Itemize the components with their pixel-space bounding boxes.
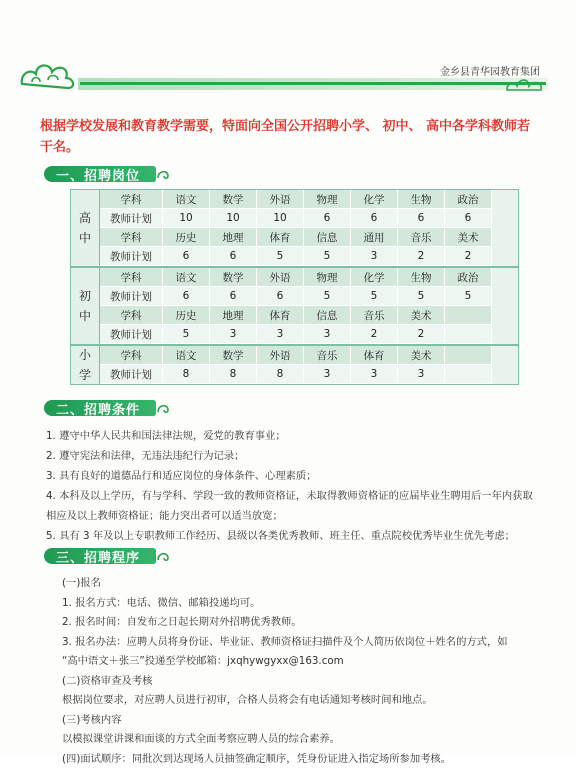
table-middle-school (70, 267, 519, 345)
table-cell: 语文 (163, 346, 210, 365)
table-cell: 化学 (351, 268, 398, 287)
procedure-item: 3. 报名办法：应聘人员将身份证、毕业证、教师资格证扫描件及个人简历依岗位＋姓名的方式，如 (62, 633, 542, 653)
table-cell: 政治 (445, 268, 492, 287)
table-cell: 3 (210, 325, 257, 344)
swirl-icon (156, 168, 174, 180)
table-cell: 音乐 (398, 228, 445, 247)
procedure-item: 根据岗位要求，对应聘人员进行初审，合格人员将会有电话通知考核时间和地点。 (62, 691, 542, 711)
section-header-procedure (44, 546, 174, 566)
table-row (100, 190, 492, 209)
row-header-cell: 教师计划 (100, 247, 163, 266)
table-cell: 政治 (445, 190, 492, 209)
swirl-icon (156, 550, 174, 562)
table-label: 高 中 (71, 190, 100, 266)
header-line (80, 82, 546, 85)
table-cell: 6 (163, 287, 210, 306)
table-cell: 5 (163, 325, 210, 344)
table-cell (445, 325, 492, 344)
row-header-cell: 学科 (100, 228, 163, 247)
table-cell: 6 (163, 247, 210, 266)
table-cell: 6 (445, 209, 492, 228)
table-cell: 5 (398, 287, 445, 306)
section-header-positions (44, 164, 174, 184)
table-cell: 信息 (304, 306, 351, 325)
procedure-item: 1. 报名方式：电话、微信、邮箱投递均可。 (62, 594, 542, 614)
table-cell: 6 (210, 247, 257, 266)
section-title: 三、招聘程序 (56, 547, 140, 566)
table-cell: 美术 (445, 228, 492, 247)
table-cell: 8 (163, 365, 210, 384)
table-row (100, 268, 492, 287)
section-title: 一、招聘岗位 (56, 165, 140, 184)
swirl-icon (156, 402, 174, 414)
cloud-ornament-right-icon (505, 76, 549, 92)
table-cell: 10 (210, 209, 257, 228)
procedure-item: (三)考核内容 (62, 711, 542, 731)
table-cell: 6 (351, 209, 398, 228)
row-header-cell: 教师计划 (100, 287, 163, 306)
section-header-conditions (44, 398, 174, 418)
table-cell: 外语 (257, 268, 304, 287)
table-cell: 语文 (163, 190, 210, 209)
table-cell: 生物 (398, 268, 445, 287)
table-cell: 物理 (304, 190, 351, 209)
table-cell: 化学 (351, 190, 398, 209)
table-cell: 体育 (351, 346, 398, 365)
table-cell: 10 (257, 209, 304, 228)
table-cell: 5 (445, 287, 492, 306)
org-name: 金乡县青华园教育集团 (440, 63, 540, 78)
table-cell: 3 (304, 325, 351, 344)
table-cell: 5 (257, 247, 304, 266)
table-cell: 6 (398, 209, 445, 228)
procedure-list (62, 574, 542, 769)
table-cell: 6 (257, 287, 304, 306)
condition-item: 5. 具有 3 年及以上专职教师工作经历、县级以各类优秀教师、班主任、重点院校优秀毕业生优先考虑； (46, 526, 536, 546)
table-cell: 数学 (210, 190, 257, 209)
table-cell: 3 (351, 247, 398, 266)
condition-item: 1. 遵守中华人民共和国法律法规，爱党的教育事业； (46, 426, 536, 446)
table-cell: 5 (304, 287, 351, 306)
table-cell: 通用 (351, 228, 398, 247)
section-title: 二、招聘条件 (56, 399, 140, 418)
row-header-cell: 学科 (100, 268, 163, 287)
table-cell: 数学 (210, 346, 257, 365)
cloud-ornament-icon (18, 56, 80, 92)
table-row (100, 346, 492, 365)
table-cell: 音乐 (351, 306, 398, 325)
table-cell: 2 (398, 325, 445, 344)
table-cell: 10 (163, 209, 210, 228)
table-cell: 地理 (210, 228, 257, 247)
table-row (100, 228, 492, 247)
table-row (100, 365, 492, 384)
row-header-cell: 学科 (100, 346, 163, 365)
condition-item: 4. 本科及以上学历，有与学科、学段一致的教师资格证，未取得教师资格证的应届毕业生聘用后一年内获取相应及以上教师资格证；能力突出者可以适当放宽； (46, 486, 536, 526)
condition-item: 3. 具有良好的道德品行和适应岗位的身体条件、心理素质； (46, 466, 536, 486)
table-cell: 美术 (398, 346, 445, 365)
table-high-school (70, 189, 519, 267)
table-cell: 2 (398, 247, 445, 266)
procedure-item: 2. 报名时间：自发布之日起长期对外招聘优秀教师。 (62, 613, 542, 633)
table-cell: 体育 (257, 228, 304, 247)
table-cell: 2 (445, 247, 492, 266)
row-header-cell: 教师计划 (100, 209, 163, 228)
table-cell: 体育 (257, 306, 304, 325)
condition-item: 2. 遵守宪法和法律，无违法违纪行为记录； (46, 446, 536, 466)
table-cell: 生物 (398, 190, 445, 209)
conditions-list (46, 426, 536, 546)
table-cell: 历史 (163, 306, 210, 325)
table-primary-school (70, 345, 519, 385)
row-header-cell: 学科 (100, 190, 163, 209)
table-cell: 美术 (398, 306, 445, 325)
row-header-cell: 学科 (100, 306, 163, 325)
table-row (100, 306, 492, 325)
table-cell: 外语 (257, 190, 304, 209)
table-cell: 音乐 (304, 346, 351, 365)
table-label: 小 学 (71, 346, 100, 384)
table-cell: 6 (304, 209, 351, 228)
table-cell: 语文 (163, 268, 210, 287)
table-cell: 5 (304, 247, 351, 266)
table-cell: 5 (351, 287, 398, 306)
table-cell (445, 306, 492, 325)
table-row (100, 325, 492, 344)
table-cell: 3 (257, 325, 304, 344)
row-header-cell: 教师计划 (100, 365, 163, 384)
procedure-item: 以模拟课堂讲课和面谈的方式全面考察应聘人员的综合素养。 (62, 730, 542, 750)
table-cell: 3 (398, 365, 445, 384)
table-cell: 6 (210, 287, 257, 306)
table-cell: 2 (351, 325, 398, 344)
table-cell: 地理 (210, 306, 257, 325)
procedure-item: (四)面试顺序：同批次到达现场人员抽签确定顺序，凭身份证进入指定场所参加考核。 (62, 750, 542, 769)
table-cell: 物理 (304, 268, 351, 287)
procedure-item: (一)报名 (62, 574, 542, 594)
table-cell (445, 365, 492, 384)
table-cell: 外语 (257, 346, 304, 365)
table-cell: 信息 (304, 228, 351, 247)
procedure-item: “高中语文＋张三”投递至学校邮箱：jxqhywgyxx@163.com (62, 652, 542, 672)
table-row (100, 247, 492, 266)
table-cell (445, 346, 492, 365)
table-cell: 数学 (210, 268, 257, 287)
table-label: 初 中 (71, 268, 100, 344)
procedure-item: (二)资格审查及考核 (62, 672, 542, 692)
table-cell: 3 (304, 365, 351, 384)
table-cell: 历史 (163, 228, 210, 247)
table-row (100, 287, 492, 306)
table-cell: 8 (257, 365, 304, 384)
table-row (100, 209, 492, 228)
table-cell: 3 (351, 365, 398, 384)
row-header-cell: 教师计划 (100, 325, 163, 344)
intro-text: 根据学校发展和教育教学需要，特面向全国公开招聘小学、 初中、 高中各学科教师若干名。 (40, 116, 540, 158)
table-cell: 8 (210, 365, 257, 384)
